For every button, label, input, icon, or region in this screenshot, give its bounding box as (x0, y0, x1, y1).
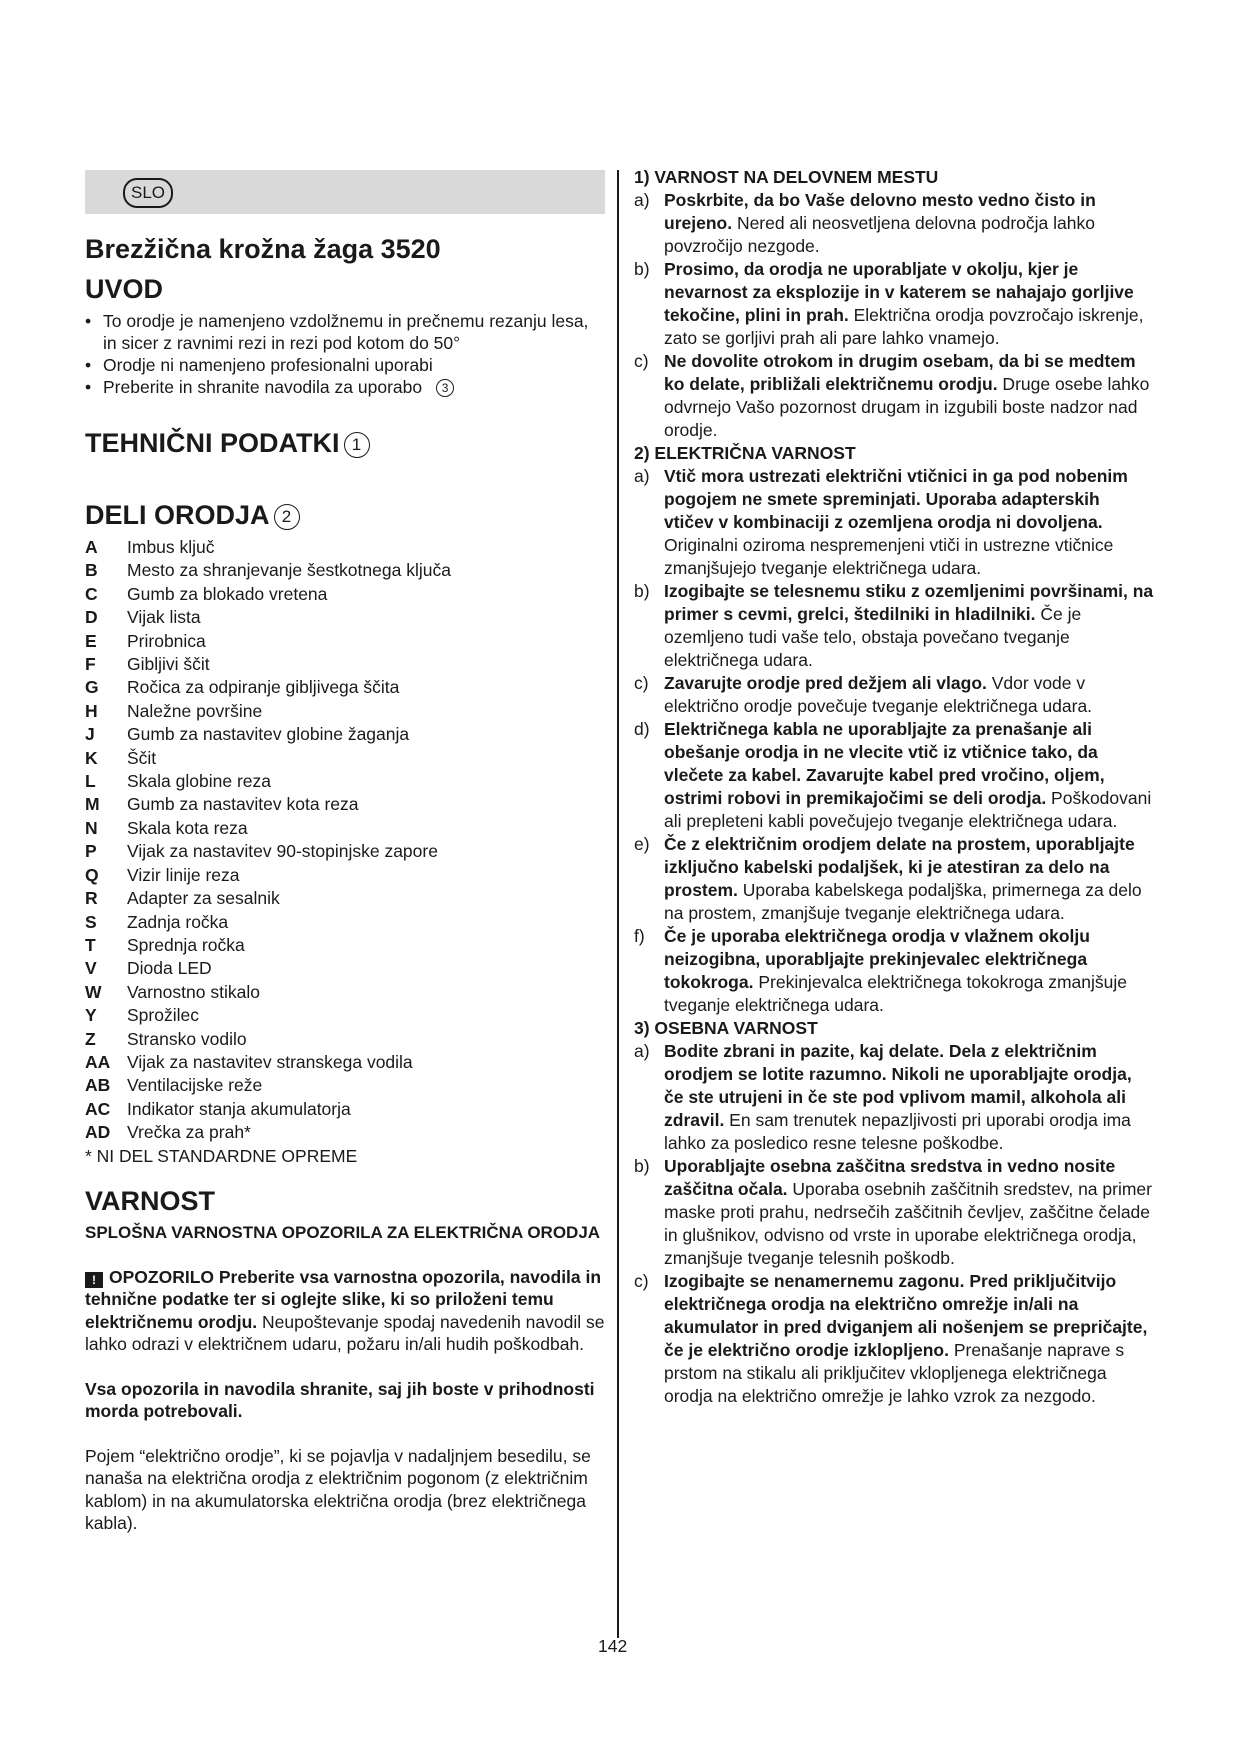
safety-item (634, 580, 1154, 672)
item-text: Uporaba osebnih zaščitnih sredstev, na primer maske proti prahu, nedrsečih zaščitnih čevljev, zaščitne čelade in glušnikov, odvisno od vrste in uporabe električnega orodja, zmanjšuje tveganje telesnih poškodb. (664, 1179, 1152, 1268)
safety-item (634, 718, 1154, 833)
part-label: Gumb za blokado vretena (127, 583, 328, 604)
parts-table (85, 536, 451, 1145)
section-3-heading: 3) OSEBNA VARNOST (634, 1018, 818, 1038)
product-title: Brezžična krožna žaga 3520 (85, 234, 441, 264)
part-key: D (85, 607, 98, 628)
part-label: Varnostno stikalo (127, 981, 260, 1002)
parts-row (85, 934, 451, 957)
part-label: Ščit (127, 747, 157, 768)
safety-item (634, 833, 1154, 925)
language-bar (85, 170, 605, 214)
part-key: M (85, 794, 100, 815)
safety-item (634, 1155, 1154, 1270)
part-label: Skala globine reza (127, 771, 271, 792)
safety-item (634, 1270, 1154, 1408)
part-key: B (85, 560, 98, 581)
term-definition: Pojem “električno orodje”, ki se pojavlja v nadaljnjem besedilu, se nanaša na električna orodja z električnim pogonom (z električnim kablom) in na akumulatorska električna orodja (brez električnega kabla). (85, 1445, 591, 1534)
item-letter: c) (634, 1271, 649, 1291)
item-text: Originalni oziroma nespremenjeni vtiči in ustrezne vtičnice zmanjšujejo tveganje električnega udara. (664, 535, 1114, 578)
item-bold-text: Izogibajte se nenamernemu zagonu. Pred priključitvijo električnega orodja na električno omrežje in/ali na akumulator in pred dviganjem ali nošenjem se prepričajte, če je električno orodje izklopljeno. (664, 1271, 1148, 1360)
item-letter: c) (634, 673, 649, 693)
part-key: R (85, 888, 98, 909)
part-key: Y (85, 1005, 97, 1026)
safety-item (634, 258, 1154, 350)
column-divider (617, 170, 619, 1638)
part-label: Skala kota reza (127, 817, 248, 838)
intro-bullet: • Orodje ni namenjeno profesionalni uporabi (85, 354, 605, 376)
parts-row (85, 1028, 451, 1051)
parts-row (85, 1051, 451, 1074)
item-letter: b) (634, 581, 650, 601)
part-label: Gibljivi ščit (127, 654, 210, 675)
parts-row (85, 840, 451, 863)
part-key: AC (85, 1098, 111, 1119)
parts-row (85, 981, 451, 1004)
part-label: Stransko vodilo (127, 1028, 247, 1049)
intro-list (85, 310, 605, 398)
item-bold-text: Uporabljajte osebna zaščitna sredstva in vedno nosite zaščitna očala. (664, 1156, 1116, 1199)
page-number: 142 (598, 1636, 628, 1656)
part-label: Mesto za shranjevanje šestkotnega ključa (127, 560, 451, 581)
part-key: T (85, 934, 96, 955)
parts-row (85, 1121, 451, 1144)
item-bold-text: Električnega kabla ne uporabljajte za prenašanje ali obešanje orodja in ne vlecite vtič iz vtičnice tako, da vlečete za kabel. Zavarujte kabel pred vročino, oljem, ostrimi robovi in premikajočimi se deli orodja. (664, 719, 1105, 808)
parts-row (85, 770, 451, 793)
item-text: Poškodovani ali prepleteni kabli povečujejo tveganje električnega udara. (664, 788, 1152, 831)
item-letter: b) (634, 1156, 650, 1176)
part-key: A (85, 537, 98, 557)
part-key: C (85, 583, 98, 604)
item-bold-text: Ne dovolite otrokom in drugim osebam, da bi se medtem ko delate, približali električnemu orodju. (664, 351, 1136, 394)
item-letter: f) (634, 926, 645, 946)
part-label: Sprednja ročka (127, 934, 245, 955)
item-bold-text: Če z električnim orodjem delate na prostem, uporabljajte izključno kabelski podaljšek, ki je atestiran za delo na prostem. (664, 834, 1135, 900)
safety-item (634, 350, 1154, 442)
parts-row (85, 864, 451, 887)
item-text: Druge osebe lahko odvrnejo Vašo pozornost drugam in izgubili boste nadzor nad orodje. (664, 374, 1150, 440)
parts-row (85, 1098, 451, 1121)
item-text: Prekinjevalca električnega tokokroga zmanjšuje tveganje električnega udara. (664, 972, 1127, 1015)
item-bold-text: Če je uporaba električnega orodja v vlažnem okolju neizogibna, uporabljajte prekinjevalec električnega tokokroga. (664, 926, 1090, 992)
part-key: K (85, 747, 98, 768)
uvod-heading: UVOD (85, 274, 164, 304)
left-column (85, 170, 605, 1557)
parts-row (85, 583, 451, 606)
part-key: AA (85, 1051, 111, 1072)
part-key: W (85, 981, 102, 1002)
item-text: Nered ali neosvetljena delovna področja lahko povzročijo nezgode. (664, 213, 1095, 256)
tech-heading: TEHNIČNI PODATKI 1 (85, 426, 605, 460)
part-label: Vrečka za prah* (127, 1122, 251, 1143)
item-bold-text: Poskrbite, da bo Vaše delovno mesto vedno čisto in urejeno. (664, 190, 1096, 233)
parts-heading: DELI ORODJA 2 (85, 498, 605, 532)
item-letter: a) (634, 190, 650, 210)
safety-subheading: SPLOŠNA VARNOSTNA OPOZORILA ZA ELEKTRIČNA ORODJA (85, 1222, 601, 1242)
keep-instructions: Vsa opozorila in navodila shranite, saj jih boste v prihodnosti morda potrebovali. (85, 1378, 595, 1422)
figure-ref-2: 2 (274, 504, 300, 530)
part-label: Gumb za nastavitev globine žaganja (127, 724, 410, 745)
part-key: AB (85, 1075, 111, 1096)
safety-item (634, 1040, 1154, 1155)
parts-row (85, 653, 451, 676)
warning-paragraph: ! OPOZORILO Preberite vsa varnostna opozorila, navodila in tehnične podatke ter si oglejte slike, ki so priloženi temu električnemu orodju. Neupoštevanje spodaj navedenih navodil se lahko odrazi v električnem udaru, požaru in/ali hudih poškodbah. (85, 1266, 605, 1355)
part-label: Prirobnica (127, 630, 206, 651)
parts-row (85, 817, 451, 840)
part-key: N (85, 817, 98, 838)
right-column (634, 166, 1154, 1408)
item-text: Električna orodja povzročajo iskrenje, zato se gorljivi prah ali pare lahko vnamejo. (664, 305, 1144, 348)
part-key: AD (85, 1122, 111, 1143)
figure-ref-3: 3 (436, 379, 454, 397)
part-label: Zadnja ročka (127, 911, 229, 932)
part-key: G (85, 677, 99, 698)
part-label: Gumb za nastavitev kota reza (127, 794, 359, 815)
item-text: Vdor vode v električno orodje povečuje tveganje električnega udara. (664, 673, 1093, 716)
part-label: Vijak za nastavitev 90-stopinjske zapore (127, 841, 438, 862)
item-text: Če je ozemljeno tudi vaše telo, obstaja povečano tveganje električnega udara. (664, 604, 1082, 670)
item-bold-text: Bodite zbrani in pazite, kaj delate. Dela z električnim orodjem se lotite razumno. Nikoli ne uporabljajte orodja, če ste utrujeni in če ste pod vplivom mamil, alkohola ali zdravil. (664, 1041, 1132, 1130)
part-label: Vizir linije reza (127, 864, 240, 885)
language-badge: SLO (123, 178, 173, 208)
part-label: Imbus ključ (127, 537, 215, 557)
parts-row (85, 1004, 451, 1027)
item-text: Prenašanje naprave s prstom na stikalu ali priključitev vklopljenega električnega orodja na električno omrežje je lahko vzrok za nezgodo. (664, 1340, 1125, 1406)
part-key: H (85, 700, 98, 721)
parts-footnote: * NI DEL STANDARDNE OPREME (85, 1145, 358, 1166)
part-key: J (85, 724, 95, 745)
varnost-heading: VARNOST (85, 1185, 216, 1216)
item-letter: d) (634, 719, 650, 739)
item-bold-text: Prosimo, da orodja ne uporabljate v okolju, kjer je nevarnost za eksplozije in v katerem se nahajajo gorljive tekočine, plini in prah. (664, 259, 1134, 325)
part-label: Indikator stanja akumulatorja (127, 1098, 351, 1119)
item-letter: c) (634, 351, 649, 371)
part-key: S (85, 911, 97, 932)
part-key: Q (85, 864, 99, 885)
item-text: Uporaba kabelskega podaljška, primernega za delo na prostem, zmanjšuje tveganje električnega udara. (664, 880, 1142, 923)
part-label: Ventilacijske reže (127, 1075, 263, 1096)
item-letter: e) (634, 834, 650, 854)
parts-row (85, 747, 451, 770)
parts-row (85, 911, 451, 934)
part-label: Vijak za nastavitev stranskega vodila (127, 1051, 413, 1072)
part-key: F (85, 654, 96, 675)
parts-row (85, 1074, 451, 1097)
safety-item (634, 465, 1154, 580)
intro-bullet: • To orodje je namenjeno vzdolžnemu in prečnemu rezanju lesa, in sicer z ravnimi rezi in rezi pod kotom do 50° (85, 310, 605, 354)
parts-row (85, 676, 451, 699)
parts-row (85, 957, 451, 980)
part-label: Dioda LED (127, 958, 212, 979)
parts-row (85, 887, 451, 910)
parts-row (85, 630, 451, 653)
item-bold-text: Zavarujte orodje pred dežjem ali vlago. (664, 673, 987, 693)
parts-row (85, 559, 451, 582)
item-bold-text: Vtič mora ustrezati električni vtičnici in ga pod nobenim pogojem ne smete spreminjati. Uporaba adapterskih vtičev v kombinaciji z ozemljena orodja ni dovoljena. (664, 466, 1128, 532)
item-letter: b) (634, 259, 650, 279)
part-key: Z (85, 1028, 96, 1049)
parts-row (85, 606, 451, 629)
safety-item (634, 925, 1154, 1017)
part-label: Ročica za odpiranje gibljivega ščita (127, 677, 400, 698)
part-label: Vijak lista (127, 607, 201, 628)
section-2-heading: 2) ELEKTRIČNA VARNOST (634, 443, 856, 463)
item-bold-text: Izogibajte se telesnemu stiku z ozemljenimi površinami, na primer s cevmi, grelci, štedilniki in hladilniki. (664, 581, 1154, 624)
part-label: Naležne površine (127, 700, 263, 721)
parts-row (85, 536, 451, 559)
safety-item (634, 672, 1154, 718)
intro-bullet: • Preberite in shranite navodila za uporabo 3 (85, 376, 605, 398)
figure-ref-1: 1 (344, 432, 370, 458)
item-letter: a) (634, 466, 650, 486)
warning-icon: ! (85, 1272, 103, 1288)
safety-item (634, 189, 1154, 258)
parts-row (85, 700, 451, 723)
item-text: En sam trenutek nepazljivosti pri uporabi orodja ima lahko za posledico resne telesne poškodbe. (664, 1110, 1131, 1153)
part-key: P (85, 841, 97, 862)
part-key: L (85, 771, 96, 792)
part-key: E (85, 630, 97, 651)
part-label: Adapter za sesalnik (127, 888, 280, 909)
parts-row (85, 793, 451, 816)
part-key: V (85, 958, 97, 979)
section-1-heading: 1) VARNOST NA DELOVNEM MESTU (634, 167, 939, 187)
item-letter: a) (634, 1041, 650, 1061)
part-label: Sprožilec (127, 1005, 199, 1026)
parts-row (85, 723, 451, 746)
